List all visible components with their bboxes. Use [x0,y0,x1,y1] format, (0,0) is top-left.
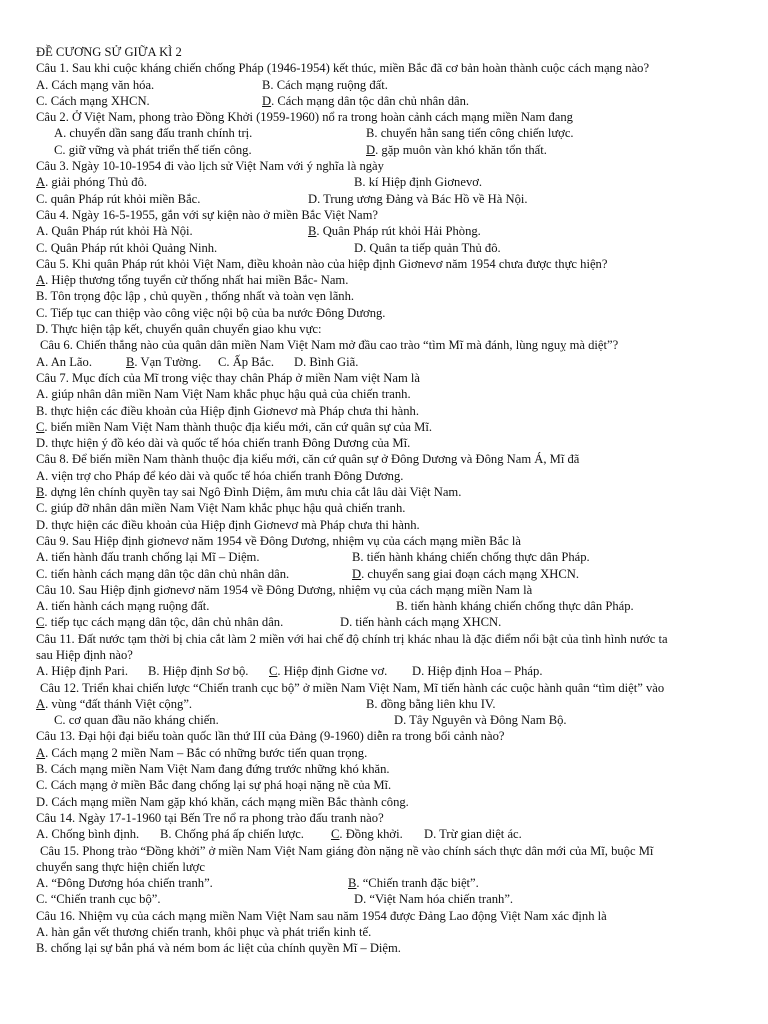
option-a: A. “Đông Dương hóa chiến tranh”. [36,876,213,891]
option-c: C. tiếp tục cách mạng dân tộc, dân chủ nhân dân. [36,615,284,630]
option-b: B. Quân Pháp rút khỏi Hải Phòng. [308,224,481,239]
question-12-options-row-1 [36,696,734,712]
question-9-options-row-1 [36,549,734,565]
question-7: Câu 7. Mục đích của Mĩ trong việc thay chân Pháp ở miền Nam việt Nam là [36,370,421,385]
option-d: D. tiến hành cách mạng XHCN. [340,615,502,630]
option-d: D. Trung ương Đảng và Bác Hồ về Hà Nội. [308,191,528,206]
option-d: D. Thực hiện tập kết, chuyển quân chuyển giao khu vực: [36,322,322,337]
option-c: C. Cách mạng XHCN. [36,93,150,108]
option-b: B. “Chiến tranh đặc biệt”. [348,876,479,891]
option-a: A. Quân Pháp rút khỏi Hà Nội. [36,224,193,239]
question-6-options [36,354,734,370]
option-a: A. Hiệp định Pari. [36,664,128,679]
option-b: B. Cách mạng miền Nam Việt Nam đang đứng trước những khó khăn. [36,762,390,777]
option-a: A. Cách mạng văn hóa. [36,77,155,92]
option-c: C. Hiệp định Giơne vơ. [269,664,388,679]
option-c: C. Tiếp tục can thiệp vào công việc nội bộ của ba nước Đông Dương. [36,305,386,320]
option-a: A. Cách mạng 2 miền Nam – Bắc có những bước tiến quan trọng. [36,745,368,760]
option-d: D. Cách mạng miền Nam gặp khó khăn, cách mạng miền Bắc thành công. [36,794,409,809]
question-14: Câu 14. Ngày 17-1-1960 tại Bến Tre nổ ra phong trào đấu tranh nào? [36,810,384,825]
option-a: A. giải phóng Thủ đô. [36,175,148,190]
question-12-options-row-2 [36,712,734,728]
option-d: D. Quân ta tiếp quản Thủ đô. [354,240,501,255]
option-a: A. viện trợ cho Pháp để kéo dài và quốc tế hóa chiến tranh Đông Dương. [36,468,404,483]
page-title: ĐỀ CƯƠNG SỬ GIỮA KÌ 2 [36,45,182,59]
option-c: C. Đồng khởi. [331,827,403,842]
question-3: Câu 3. Ngày 10-10-1954 đi vào lịch sử Việt Nam với ý nghĩa là ngày [36,159,384,174]
option-b: B. dựng lên chính quyền tay sai Ngô Đình Diệm, âm mưu chia cắt lâu dài Việt Nam. [36,485,462,500]
option-b: B. Chống phá ấp chiến lược. [160,827,304,842]
question-11-continued: sau Hiệp định nào? [36,647,133,662]
question-11-options [36,663,734,679]
question-15-continued: chuyển sang thực hiện chiến lược [36,859,205,874]
option-d: D. Hiệp định Hoa – Pháp. [412,664,543,679]
option-b: B. tiến hành kháng chiến chống thực dân Pháp. [352,550,590,565]
question-15-options-row-1 [36,875,734,891]
question-1-options-row-2 [36,93,734,109]
question-16: Câu 16. Nhiệm vụ của cách mạng miền Nam Việt Nam sau năm 1954 được Đảng Lao động Việt Nam xác định là [36,908,607,923]
question-2-options-row-2 [36,142,734,158]
option-d: D. gặp muôn vàn khó khăn tổn thất. [366,142,547,157]
question-10-options-row-1 [36,598,734,614]
option-b: B. tiến hành kháng chiến chống thực dân Pháp. [396,599,634,614]
option-c: C. cơ quan đầu não kháng chiến. [54,713,219,728]
question-10: Câu 10. Sau Hiệp định giơnevơ năm 1954 về Đông Dương, nhiệm vụ của cách mạng miền Nam là [36,582,533,597]
option-b: B. Vạn Tường. [126,354,202,369]
option-b: B. chuyển hẳn sang tiến công chiến lược. [366,126,574,141]
question-2-options-row-1 [36,125,734,141]
option-a: A. tiến hành cách mạng ruộng đất. [36,599,210,614]
option-d: D. Tây Nguyên và Đông Nam Bộ. [394,713,567,728]
option-b: B. chống lại sự bắn phá và ném bom ác liệt của chính quyền Mĩ – Diệm. [36,941,401,956]
option-d: D. “Việt Nam hóa chiến tranh”. [354,892,514,907]
question-11: Câu 11. Đất nước tạm thời bị chia cắt làm 2 miền với hai chế độ chính trị khác nhau là đặc điểm nổi bật của tình hình nước ta [36,631,668,646]
question-14-options [36,826,734,842]
option-b: B. Hiệp định Sơ bộ. [148,664,249,679]
option-c: C. “Chiến tranh cục bộ”. [36,892,161,907]
question-3-options-row-2 [36,191,734,207]
option-c: C. tiến hành cách mạng dân tộc dân chủ nhân dân. [36,566,290,581]
question-3-options-row-1 [36,174,734,190]
option-a: A. chuyển dần sang đấu tranh chính trị. [54,126,253,141]
option-a: A. Chống bình định. [36,827,140,842]
option-d: D. thực hiện ý đồ kéo dài và quốc tế hóa chiến tranh Đông Dương của Mĩ. [36,436,411,451]
option-c: C. quân Pháp rút khỏi miền Bắc. [36,191,201,206]
question-1: Câu 1. Sau khi cuộc kháng chiến chống Pháp (1946-1954) kết thúc, miền Bắc đã cơ bản hoàn thành cuộc cách mạng nào? [36,61,650,76]
option-b: B. kí Hiệp định Giơnevơ. [354,175,483,190]
option-b: B. thực hiện các điều khoản của Hiệp định Giơnevơ mà Pháp chưa thi hành. [36,403,419,418]
option-c: C. Ấp Bắc. [218,354,274,369]
question-5: Câu 5. Khi quân Pháp rút khỏi Việt Nam, điều khoản nào của hiệp định Giơnevơ năm 1954 chưa được thực hiện? [36,256,608,271]
question-9: Câu 9. Sau Hiệp định giơnevơ năm 1954 về Đông Dương, nhiệm vụ của cách mạng miền Bắc là [36,533,521,548]
option-b: B. Tôn trọng độc lập , chủ quyền , thống nhất và toàn vẹn lãnh. [36,289,355,304]
option-b: B. đồng bằng liên khu IV. [366,696,496,711]
question-1-options-row-1 [36,77,734,93]
question-12: Câu 12. Triển khai chiến lược “Chiến tranh cục bộ” ở miền Nam Việt Nam, Mĩ tiến hành các cuộc hành quân “tìm diệt” vào [40,680,665,695]
option-a: A. vùng “đất thánh Việt cộng”. [36,696,193,711]
option-d: D. Trừ gian diệt ác. [424,827,522,842]
option-d: D. Cách mạng dân tộc dân chủ nhân dân. [262,93,470,108]
question-4-options-row-2 [36,240,734,256]
option-b: B. Cách mạng ruộng đất. [262,77,388,92]
question-13: Câu 13. Đại hội đại biểu toàn quốc lần thứ III của Đảng (9-1960) diễn ra trong bối cảnh nào? [36,729,505,744]
question-8: Câu 8. Để biến miền Nam thành thuộc địa kiểu mới, căn cứ quân sự ở Đông Dương và Đông Nam Á, Mĩ đã [36,452,580,467]
option-c: C. giữ vững và phát triển thế tiến công. [54,142,252,157]
question-9-options-row-2 [36,566,734,582]
option-d: D. Bình Giã. [294,354,359,369]
option-a: A. giúp nhân dân miền Nam Việt Nam khắc phục hậu quả của chiến tranh. [36,387,411,402]
option-a: A. An Lão. [36,354,92,369]
option-c: C. giúp đỡ nhân dân miền Nam Việt Nam khắc phục hậu quả chiến tranh. [36,501,406,516]
question-4-options-row-1 [36,223,734,239]
option-c: C. biến miền Nam Việt Nam thành thuộc địa kiểu mới, căn cứ quân sự của Mĩ. [36,419,433,434]
option-d: D. chuyển sang giai đoạn cách mạng XHCN. [352,566,579,581]
option-d: D. thực hiện các điều khoản của Hiệp định Giơnevơ mà Pháp chưa thi hành. [36,517,420,532]
option-c: C. Quân Pháp rút khỏi Quảng Ninh. [36,240,218,255]
option-a: A. tiến hành đấu tranh chống lại Mĩ – Diệm. [36,550,260,565]
option-a: A. hàn gắn vết thương chiến tranh, khôi phục và phát triển kinh tế. [36,925,372,940]
question-15: Câu 15. Phong trào “Đồng khởi” ở miền Nam Việt Nam giáng đòn nặng nề vào chính sách thực dân mới của Mĩ, buộc Mĩ [40,843,654,858]
option-a: A. Hiệp thương tổng tuyển cử thống nhất hai miền Bắc- Nam. [36,273,349,288]
question-2: Câu 2. Ở Việt Nam, phong trào Đồng Khởi (1959-1960) nổ ra trong hoàn cảnh cách mạng miền Nam đang [36,110,573,125]
question-15-options-row-2 [36,891,734,907]
question-4: Câu 4. Ngày 16-5-1955, gắn với sự kiện nào ở miền Bắc Việt Nam? [36,207,378,222]
option-c: C. Cách mạng ở miền Bắc đang chống lại sự phá hoại nặng nề của Mĩ. [36,778,392,793]
question-6: Câu 6. Chiến thắng nào của quân dân miền Nam Việt Nam mở đầu cao trào “tìm Mĩ mà đánh, lùng nguỵ mà diệt”? [40,338,619,353]
question-10-options-row-2 [36,614,734,630]
